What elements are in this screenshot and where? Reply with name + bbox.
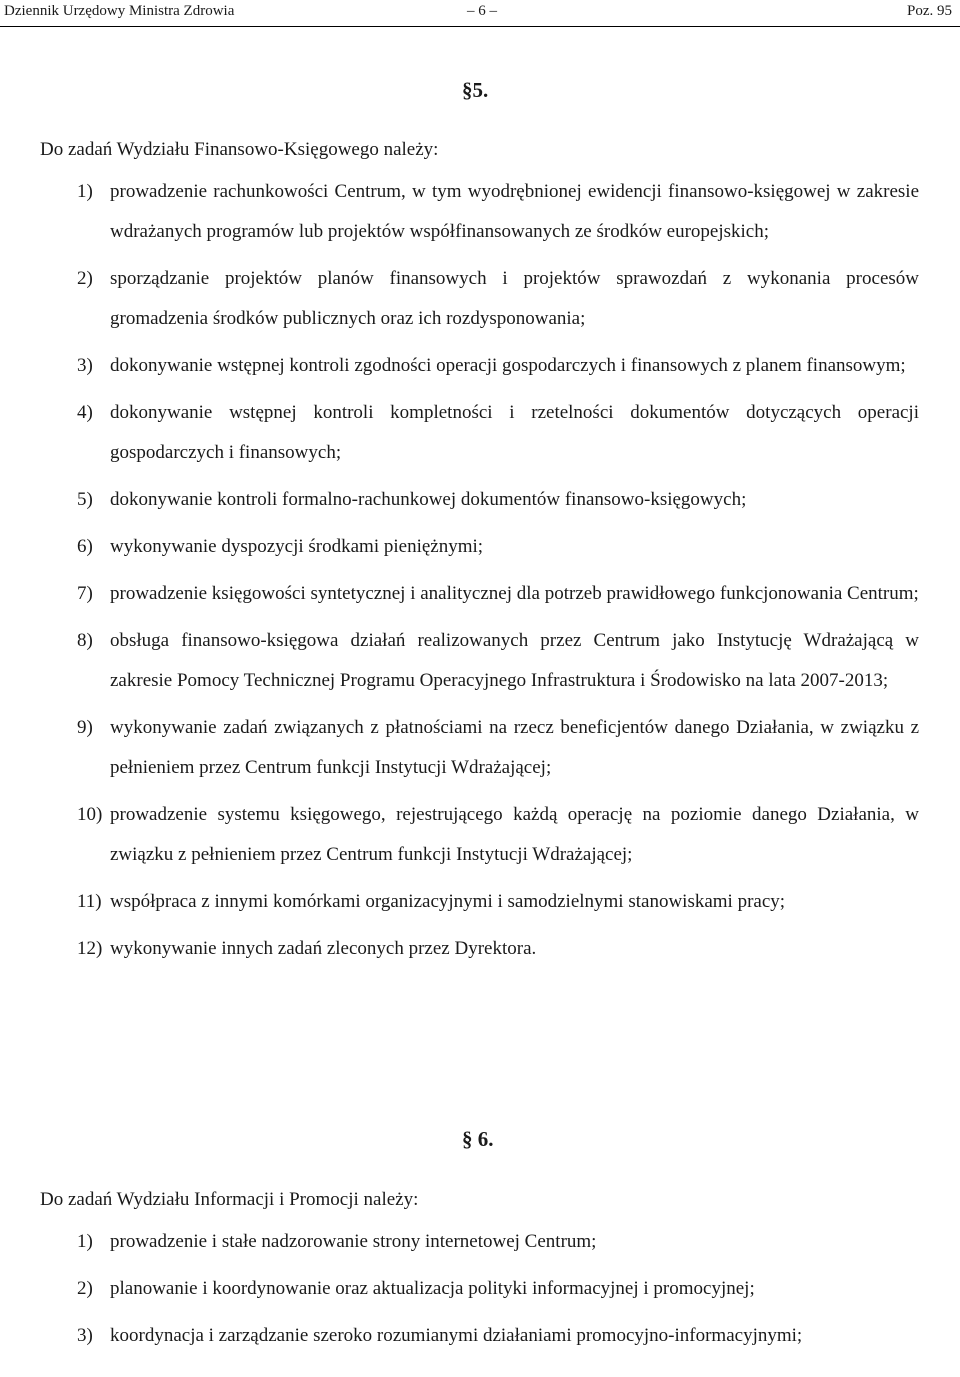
- item-number: 5): [77, 489, 93, 510]
- item-number: 11): [77, 891, 102, 912]
- section-5-list: [0, 172, 960, 976]
- list-item: [0, 708, 960, 788]
- item-number: 3): [77, 355, 93, 376]
- item-text: wykonywanie innych zadań zleconych przez Dyrektora.: [110, 938, 537, 959]
- item-number: 9): [77, 717, 93, 738]
- item-text: dokonywanie kontroli formalno-rachunkowej dokumentów finansowo-księgowych;: [110, 489, 747, 510]
- item-number: 2): [77, 1278, 93, 1299]
- item-number: 3): [77, 1325, 93, 1346]
- section-5-title: §5.: [462, 78, 489, 102]
- list-item: [0, 1222, 960, 1262]
- item-number: 7): [77, 583, 93, 604]
- item-text: prowadzenie systemu księgowego, rejestrującego każdą operację na poziomie danego Działania, w związku z pełnieniem przez Centrum funkcji Instytucji Wdrażającej;: [110, 804, 919, 865]
- list-item: [0, 1316, 960, 1356]
- item-text: prowadzenie i stałe nadzorowanie strony internetowej Centrum;: [110, 1231, 597, 1252]
- list-item: [0, 480, 960, 520]
- list-item: [0, 393, 960, 473]
- list-item: [0, 621, 960, 701]
- item-number: 4): [77, 402, 93, 423]
- list-item: [0, 259, 960, 339]
- section-5-intro: Do zadań Wydziału Finansowo-Księgowego należy:: [40, 139, 439, 160]
- item-number: 1): [77, 181, 93, 202]
- item-number: 2): [77, 268, 93, 289]
- page-number: – 6 –: [467, 3, 497, 19]
- section-6-list: [0, 1222, 960, 1363]
- item-text: obsługa finansowo-księgowa działań realizowanych przez Centrum jako Instytucję Wdrażającą w zakresie Pomocy Technicznej Programu Operacyjnego Infrastruktura i Środowisko na lata 2007-2013;: [110, 630, 919, 691]
- item-number: 12): [77, 938, 103, 959]
- list-item: [0, 1269, 960, 1309]
- list-item: [0, 574, 960, 614]
- item-number: 1): [77, 1231, 93, 1252]
- item-text: koordynacja i zarządzanie szeroko rozumianymi działaniami promocyjno-informacyjnymi;: [110, 1325, 803, 1346]
- list-item: [0, 795, 960, 875]
- list-item: [0, 882, 960, 922]
- item-number: 8): [77, 630, 93, 651]
- page-header: [0, 0, 960, 27]
- item-text: prowadzenie księgowości syntetycznej i analitycznej dla potrzeb prawidłowego funkcjonowania Centrum;: [110, 583, 919, 604]
- list-item: [0, 346, 960, 386]
- item-text: wykonywanie dyspozycji środkami pieniężnymi;: [110, 536, 484, 557]
- item-text: prowadzenie rachunkowości Centrum, w tym wyodrębnionej ewidencji finansowo-księgowej w zakresie wdrażanych programów lub projektów współfinansowanych ze środków europejskich;: [110, 181, 919, 242]
- item-text: sporządzanie projektów planów finansowych i projektów sprawozdań z wykonania procesów gromadzenia środków publicznych oraz ich rozdysponowania;: [110, 268, 919, 329]
- position-number: Poz. 95: [907, 3, 952, 19]
- item-text: planowanie i koordynowanie oraz aktualizacja polityki informacyjnej i promocyjnej;: [110, 1278, 755, 1299]
- item-number: 10): [77, 804, 103, 825]
- item-text: dokonywanie wstępnej kontroli kompletności i rzetelności dokumentów dotyczących operacji gospodarczych i finansowych;: [110, 402, 919, 463]
- item-text: wykonywanie zadań związanych z płatnościami na rzecz beneficjentów danego Działania, w związku z pełnieniem przez Centrum funkcji Instytucji Wdrażającej;: [110, 717, 919, 778]
- section-6-title: § 6.: [462, 1127, 494, 1151]
- section-6-intro: Do zadań Wydziału Informacji i Promocji należy:: [40, 1189, 419, 1210]
- list-item: [0, 172, 960, 252]
- list-item: [0, 527, 960, 567]
- item-number: 6): [77, 536, 93, 557]
- item-text: dokonywanie wstępnej kontroli zgodności operacji gospodarczych i finansowych z planem finansowym;: [110, 355, 906, 376]
- item-text: współpraca z innymi komórkami organizacyjnymi i samodzielnymi stanowiskami pracy;: [110, 891, 786, 912]
- list-item: [0, 929, 960, 969]
- journal-title: Dziennik Urzędowy Ministra Zdrowia: [4, 3, 235, 19]
